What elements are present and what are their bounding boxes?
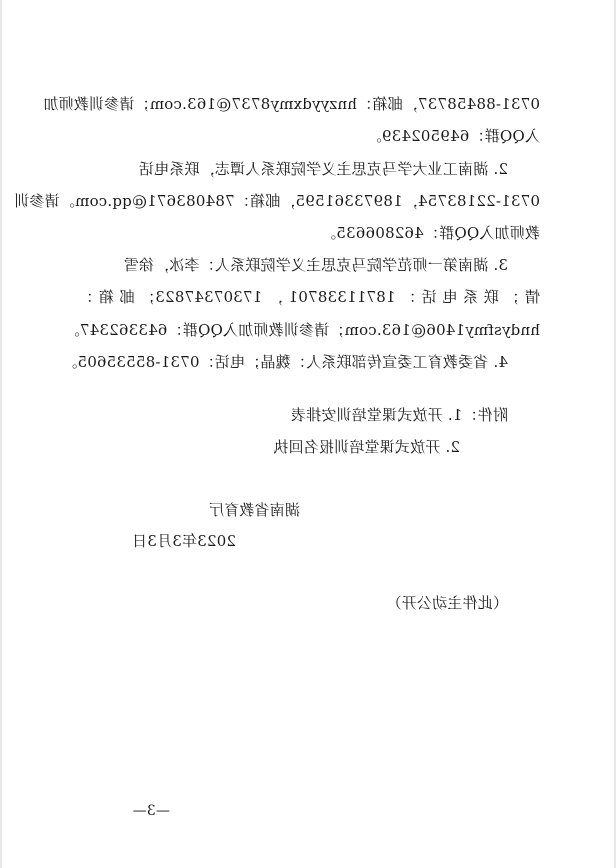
paragraph-line: 0731-88458737，邮箱：hnzyydxmy8737@163.com；请参训教师加 — [43, 95, 540, 113]
paragraph-line: hndysfmy1406@163.com；请参训教师加入QQ群：643362347。 — [64, 321, 540, 339]
attachment-item: 2. 开放式课堂培训报名回执 — [273, 438, 460, 456]
paragraph-line: 情；联系电话：18711338701，17307347823；邮箱： — [78, 288, 540, 306]
paragraph-line: 0731-22183754，18973361595，邮箱：784083671@qq.com。请参训 — [14, 192, 540, 210]
issue-date: 2023年3月3日 — [131, 532, 236, 550]
paragraph-line: 4. 省委教育工委宣传部联系人：魏晶；电话：0731-85535605。 — [62, 353, 508, 371]
issuer-name: 湖南省教育厅 — [208, 501, 300, 519]
disclosure-note: （此件主动公开） — [386, 594, 508, 612]
paragraph-line: 入QQ群：649502439。 — [366, 127, 540, 145]
attachment-item: 附件：1. 开放式课堂培训安排表 — [290, 406, 508, 424]
paragraph-line: 2. 湖南工业大学马克思主义学院联系人谭志，联系电话 — [138, 160, 508, 178]
paragraph-line: 3. 湖南第一师范学院马克思主义学院联系人：李冰，徐雪 — [123, 256, 508, 274]
page-number: —3— — [132, 803, 170, 819]
paragraph-line: 教师加入QQ群：462806635。 — [320, 224, 540, 242]
